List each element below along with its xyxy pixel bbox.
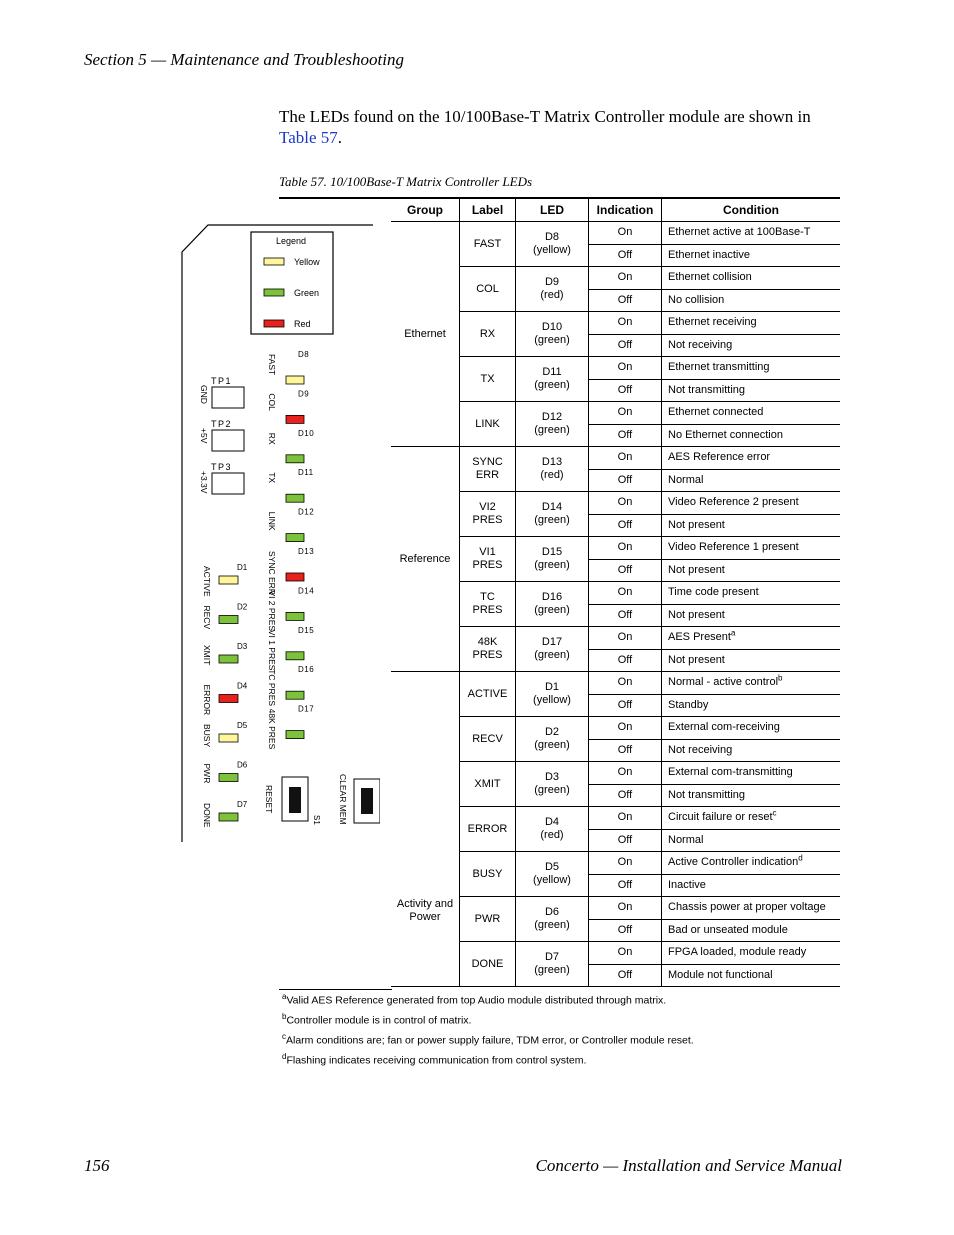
led-cell [516, 267, 589, 312]
led-label: VI 2 PRES [267, 590, 277, 632]
legend-title: Legend [276, 236, 307, 246]
module-led-diagram [180, 222, 380, 842]
reset-button-actuator [289, 787, 301, 813]
led-color: (green) [534, 559, 570, 571]
label-text: TX [480, 372, 495, 385]
led-label: FAST [267, 354, 277, 376]
led-label: 48K PRES [267, 708, 277, 750]
test-point-label: TP2 [211, 419, 233, 429]
led-label: ACTIVE [202, 566, 212, 597]
led-color: (yellow) [533, 874, 571, 886]
led-cell [516, 807, 589, 852]
condition-on [662, 582, 841, 605]
condition-text: External com-receiving [668, 721, 780, 734]
led-designator: D2 [237, 602, 248, 612]
condition-text: Normal - active control [668, 676, 779, 689]
condition-off: Not present [662, 649, 841, 672]
label-cell [460, 852, 516, 897]
table-bottom-rule [279, 989, 392, 990]
led-cell [516, 762, 589, 807]
footnote-text: Valid AES Reference generated from top Audio module distributed through matrix. [286, 994, 667, 1007]
section-header: Section 5 — Maintenance and Troubleshooting [84, 50, 404, 69]
group-cell: Reference [391, 447, 460, 672]
led-id: D6 [544, 906, 560, 918]
led-color: (green) [534, 649, 570, 661]
footnote-text: Alarm conditions are; fan or power supply failure, TDM error, or Controller module reset. [286, 1034, 694, 1047]
condition-on [662, 492, 841, 515]
led-id: D13 [541, 456, 563, 468]
indication-on: On [589, 402, 662, 425]
led-busy-icon [219, 734, 238, 742]
led-cell [516, 537, 589, 582]
led-cell [516, 942, 589, 987]
indication-off: Off [589, 919, 662, 942]
condition-on [662, 942, 841, 965]
led-pwr-icon [219, 774, 238, 782]
led-id: D8 [544, 231, 560, 243]
indication-off: Off [589, 604, 662, 627]
indication-on: On [589, 267, 662, 290]
label-text: PWR [474, 912, 501, 925]
led-designator: D10 [298, 428, 315, 438]
indication-on: On [589, 357, 662, 380]
label-text: COL [476, 282, 499, 295]
label-text: SYNC ERR [472, 456, 503, 481]
led-label: SYNC ERR [267, 551, 277, 595]
label-cell [460, 492, 516, 537]
indication-off: Off [589, 244, 662, 267]
led-cell [516, 897, 589, 942]
led-col-icon [286, 415, 304, 423]
legend-label: Yellow [294, 257, 320, 267]
led-designator: D17 [298, 704, 315, 714]
label-cell [460, 582, 516, 627]
label-text: RECV [472, 732, 503, 745]
led-color: (red) [540, 289, 564, 301]
footnote-mark: c [772, 808, 777, 818]
led-id: D10 [541, 321, 563, 333]
indication-on: On [589, 762, 662, 785]
led-designator: D1 [237, 563, 248, 572]
footnote-letter: a [282, 992, 287, 1001]
condition-off: Ethernet inactive [662, 244, 841, 267]
led-id: D1 [544, 681, 560, 693]
led-tc-pres-icon [286, 691, 304, 699]
led-label: XMIT [202, 645, 212, 666]
header-label: Label [460, 198, 516, 222]
group-cell: Activity and Power [391, 672, 460, 987]
led-48k-pres-icon [286, 731, 304, 739]
condition-text: External com-transmitting [668, 766, 793, 779]
led-label: RX [267, 432, 277, 445]
led-fast-icon [286, 376, 304, 384]
condition-text: AES Present [668, 631, 731, 644]
led-label: VI 1 PRES [267, 629, 277, 671]
led-color: (green) [534, 964, 570, 976]
led-rx-icon [286, 455, 304, 463]
led-table [391, 197, 840, 987]
led-active-icon [219, 576, 238, 584]
indication-on: On [589, 492, 662, 515]
led-color: (red) [540, 829, 564, 841]
footnote [282, 992, 666, 1007]
led-id: D9 [544, 276, 560, 288]
label-cell [460, 537, 516, 582]
label-text: VI2 PRES [472, 501, 503, 526]
condition-text: Ethernet collision [668, 271, 752, 284]
condition-on [662, 897, 841, 920]
label-cell [460, 267, 516, 312]
table-header-row [391, 198, 840, 222]
header-indication: Indication [589, 198, 662, 222]
led-label: RECV [202, 605, 212, 630]
indication-off: Off [589, 334, 662, 357]
condition-on [662, 267, 841, 290]
condition-off: Normal [662, 469, 841, 492]
led-color: (green) [534, 334, 570, 346]
intro-text: The LEDs found on the 10/100Base-T Matrix Controller module are shown in [279, 107, 811, 126]
legend-label: Red [294, 319, 311, 329]
led-designator: D14 [298, 586, 315, 596]
legend-swatch-yellow [264, 258, 284, 265]
led-designator: D9 [298, 389, 310, 399]
intro-text-end: . [337, 128, 343, 147]
label-text: XMIT [474, 777, 501, 790]
page-number: 156 [84, 1156, 110, 1175]
condition-off: Not transmitting [662, 784, 841, 807]
table-row [391, 672, 840, 695]
led-color: (green) [534, 379, 570, 391]
led-cell [516, 852, 589, 897]
reset-label: RESET [264, 785, 274, 814]
condition-off: Standby [662, 694, 841, 717]
label-cell [460, 897, 516, 942]
indication-on: On [589, 897, 662, 920]
test-point-rail: GND [199, 385, 209, 404]
condition-on [662, 312, 841, 335]
condition-off: No collision [662, 289, 841, 312]
label-cell [460, 357, 516, 402]
indication-off: Off [589, 379, 662, 402]
led-color: (yellow) [533, 244, 571, 256]
condition-on [662, 807, 841, 830]
label-text: TC PRES [472, 591, 503, 616]
led-cell [516, 357, 589, 402]
indication-off: Off [589, 694, 662, 717]
condition-text: FPGA loaded, module ready [668, 946, 807, 959]
table-row [391, 222, 840, 245]
condition-text: Time code present [668, 586, 759, 599]
condition-off: Not transmitting [662, 379, 841, 402]
footnote-mark: a [730, 628, 736, 638]
indication-on: On [589, 537, 662, 560]
led-label: BUSY [202, 724, 212, 748]
label-cell [460, 627, 516, 672]
test-point-pad[interactable] [212, 473, 244, 494]
condition-text: Chassis power at proper voltage [668, 901, 826, 914]
indication-on: On [589, 672, 662, 695]
led-color: (green) [534, 424, 570, 436]
indication-off: Off [589, 649, 662, 672]
led-link-icon [286, 534, 304, 542]
led-id: D16 [541, 591, 563, 603]
label-cell [460, 312, 516, 357]
label-text: BUSY [472, 867, 503, 880]
led-label: TC PRES [267, 669, 277, 707]
footer-title: Concerto — Installation and Service Manual [535, 1156, 842, 1175]
test-point-rail: +5V [199, 428, 209, 444]
led-label: DONE [202, 803, 212, 828]
led-color: (green) [534, 514, 570, 526]
indication-on: On [589, 717, 662, 740]
condition-on [662, 762, 841, 785]
condition-on [662, 717, 841, 740]
condition-off: Normal [662, 829, 841, 852]
indication-on: On [589, 222, 662, 245]
led-designator: D3 [237, 642, 248, 651]
label-cell [460, 942, 516, 987]
footnote-letter: b [282, 1012, 287, 1021]
led-label: TX [267, 472, 277, 484]
label-text: ERROR [467, 822, 508, 835]
led-label: PWR [202, 763, 212, 784]
led-cell [516, 627, 589, 672]
condition-on [662, 402, 841, 425]
label-text: VI1 PRES [472, 546, 503, 571]
condition-off: Not present [662, 514, 841, 537]
test-point-label: TP3 [211, 462, 233, 472]
table-top-rule [279, 197, 392, 199]
condition-off: Module not functional [662, 964, 841, 987]
footnote-letter: d [282, 1052, 287, 1061]
indication-on: On [589, 312, 662, 335]
condition-off: Not receiving [662, 334, 841, 357]
condition-on [662, 627, 841, 650]
led-designator: D8 [298, 350, 310, 359]
led-cell [516, 582, 589, 627]
condition-off: Inactive [662, 874, 841, 897]
indication-off: Off [589, 424, 662, 447]
indication-off: Off [589, 469, 662, 492]
condition-text: AES Reference error [668, 451, 771, 464]
led-color: (red) [540, 469, 564, 481]
legend-swatch-red [264, 320, 284, 327]
led-cell [516, 312, 589, 357]
label-text: FAST [473, 237, 502, 250]
label-cell [460, 717, 516, 762]
footnote-letter: c [282, 1032, 286, 1041]
led-id: D17 [541, 636, 563, 648]
led-id: D15 [541, 546, 563, 558]
led-xmit-icon [219, 655, 238, 663]
indication-on: On [589, 942, 662, 965]
condition-off: Not present [662, 559, 841, 582]
led-label: ERROR [202, 684, 212, 716]
clear-mem-actuator [361, 788, 373, 814]
led-designator: D12 [298, 507, 315, 517]
condition-text: Ethernet connected [668, 406, 764, 419]
led-error-icon [219, 695, 238, 703]
header-led: LED [516, 198, 589, 222]
condition-off: No Ethernet connection [662, 424, 841, 447]
led-done-icon [219, 813, 238, 821]
footnote-text: Flashing indicates receiving communication from control system. [286, 1054, 587, 1067]
label-cell [460, 402, 516, 447]
led-tx-icon [286, 494, 304, 502]
group-cell: Ethernet [391, 222, 460, 447]
condition-off: Not receiving [662, 739, 841, 762]
test-point-pad[interactable] [212, 387, 244, 408]
led-id: D2 [544, 726, 560, 738]
indication-off: Off [589, 784, 662, 807]
footnote [282, 1012, 471, 1027]
led-designator: D15 [298, 625, 315, 635]
legend-box [251, 232, 333, 334]
label-cell [460, 672, 516, 717]
indication-off: Off [589, 829, 662, 852]
table-link[interactable]: Table 57 [279, 128, 338, 147]
intro-paragraph [279, 106, 844, 148]
table-row [391, 447, 840, 470]
switch-label: S1 [312, 815, 321, 825]
led-cell [516, 447, 589, 492]
led-id: D12 [541, 411, 563, 423]
indication-off: Off [589, 289, 662, 312]
footnote [282, 1052, 586, 1067]
label-cell [460, 222, 516, 267]
condition-text: Ethernet active at 100Base-T [668, 226, 811, 239]
condition-on [662, 357, 841, 380]
label-text: ACTIVE [467, 687, 508, 700]
led-color: (green) [534, 784, 570, 796]
led-color: (green) [534, 739, 570, 751]
indication-on: On [589, 627, 662, 650]
led-color: (green) [534, 919, 570, 931]
footnote-mark: b [778, 673, 783, 683]
indication-on: On [589, 852, 662, 875]
header-condition: Condition [662, 198, 841, 222]
clear-mem-label: CLEAR MEM [338, 774, 348, 825]
legend-swatch-green [264, 289, 284, 296]
condition-on [662, 447, 841, 470]
led-designator: D5 [237, 721, 248, 730]
led-designator: D4 [237, 681, 248, 691]
indication-off: Off [589, 739, 662, 762]
led-vi-1-pres-icon [286, 652, 304, 660]
label-cell [460, 762, 516, 807]
indication-off: Off [589, 964, 662, 987]
led-recv-icon [219, 616, 238, 624]
indication-on: On [589, 807, 662, 830]
led-cell [516, 492, 589, 537]
led-designator: D7 [237, 800, 248, 809]
test-point-rail: +3.3V [199, 471, 209, 494]
indication-off: Off [589, 874, 662, 897]
led-id: D5 [544, 861, 560, 873]
condition-text: Active Controller indication [668, 856, 799, 869]
condition-text: Ethernet receiving [668, 316, 757, 329]
table-caption: Table 57. 10/100Base-T Matrix Controller LEDs [279, 174, 533, 189]
led-sync-err-icon [286, 573, 304, 581]
legend-label: Green [294, 288, 320, 298]
condition-on [662, 852, 841, 875]
condition-text: Video Reference 2 present [668, 496, 799, 509]
led-cell [516, 717, 589, 762]
led-id: D4 [544, 816, 560, 828]
label-text: DONE [471, 957, 504, 970]
condition-on [662, 222, 841, 245]
led-designator: D16 [298, 665, 315, 675]
indication-off: Off [589, 559, 662, 582]
condition-text: Circuit failure or reset [668, 811, 773, 824]
led-id: D11 [542, 366, 562, 378]
condition-off: Bad or unseated module [662, 919, 841, 942]
condition-text: Video Reference 1 present [668, 541, 799, 554]
indication-on: On [589, 447, 662, 470]
header-group: Group [391, 198, 460, 222]
label-cell [460, 447, 516, 492]
footnote [282, 1032, 694, 1047]
led-id: D14 [541, 501, 563, 513]
indication-off: Off [589, 514, 662, 537]
led-color: (green) [534, 604, 570, 616]
indication-on: On [589, 582, 662, 605]
label-text: LINK [475, 417, 500, 430]
led-designator: D13 [298, 547, 315, 556]
condition-on [662, 537, 841, 560]
led-designator: D6 [237, 760, 248, 770]
led-id: D3 [544, 771, 560, 783]
led-vi-2-pres-icon [286, 612, 304, 620]
test-point-label: TP1 [211, 376, 233, 386]
condition-off: Not present [662, 604, 841, 627]
led-cell [516, 402, 589, 447]
led-cell [516, 672, 589, 717]
led-designator: D11 [298, 468, 314, 478]
led-label: LINK [267, 511, 277, 531]
led-cell [516, 222, 589, 267]
condition-on [662, 672, 841, 695]
label-cell [460, 807, 516, 852]
label-text: 48K PRES [472, 636, 503, 661]
led-color: (yellow) [533, 694, 571, 706]
footnote-mark: d [798, 853, 803, 863]
led-label: COL [267, 393, 277, 411]
label-text: RX [479, 327, 496, 340]
test-point-pad[interactable] [212, 430, 244, 451]
footnote-text: Controller module is in control of matrix. [286, 1014, 472, 1027]
condition-text: Ethernet transmitting [668, 361, 770, 374]
led-id: D7 [544, 951, 560, 963]
